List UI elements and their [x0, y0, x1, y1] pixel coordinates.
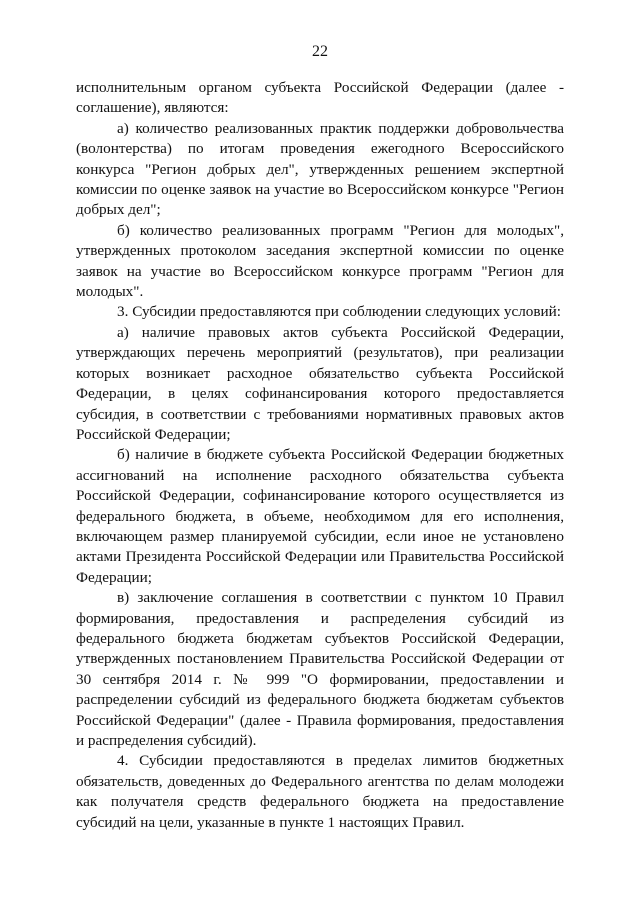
- paragraph-indicator-b: б) количество реализованных программ "Регион для молодых", утвержденных протоколом заседания экспертной комиссии по оценке заявок на участие во Всероссийском конкурсе программ "Регион для молодых".: [76, 221, 564, 301]
- document-body: [76, 78, 564, 833]
- paragraph-condition-b: б) наличие в бюджете субъекта Российской Федерации бюджетных ассигнований на исполнение расходного обязательства субъекта Российской Федерации, софинансирование которого осуществляется из федерального бюджета, в объеме, необходимом для его исполнения, включающем размер планируемой субсидии, если иное не установлено актами Президента Российской Федерации или Правительства Российской Федерации;: [76, 446, 564, 586]
- paragraph-condition-c: в) заключение соглашения в соответствии с пунктом 10 Правил формирования, предоставления и распределения субсидий из федерального бюджета бюджетам субъектов Российской Федерации, утвержденных постановлением Правительства Российской Федерации от 30 сентября 2014 г. № 999 "О формировании, предоставлении и распределении субсидий из федерального бюджета бюджетам субъектов Российской Федерации" (далее - Правила формирования, предоставления и распределения субсидий).: [76, 589, 564, 749]
- paragraph-section-3: 3. Субсидии предоставляются при соблюдении следующих условий:: [117, 303, 562, 321]
- paragraph-condition-a: а) наличие правовых актов субъекта Российской Федерации, утверждающих перечень мероприятий (результатов), при реализации которых возникает расходное обязательство субъекта Российской Федерации, в целях софинансирования которого предоставляется субсидия, в соответствии с требованиями нормативных правовых актов Российской Федерации;: [76, 323, 564, 443]
- page-number: 22: [312, 43, 328, 60]
- paragraph-agreement-continuation: исполнительным органом субъекта Российской Федерации (далее - соглашение), являются:: [76, 79, 564, 117]
- paragraph-section-4: 4. Субсидии предоставляются в пределах лимитов бюджетных обязательств, доведенных до Федерального агентства по делам молодежи как получателя средств федерального бюджета на предоставление субсидий на цели, указанные в пункте 1 настоящих Правил.: [76, 752, 564, 831]
- paragraph-indicator-a: а) количество реализованных практик поддержки добровольчества (волонтерства) по итогам проведения ежегодного Всероссийского конкурса "Регион добрых дел", утвержденных решением экспертной комиссии по оценке заявок на участие во Всероссийском конкурсе "Регион добрых дел";: [76, 119, 564, 219]
